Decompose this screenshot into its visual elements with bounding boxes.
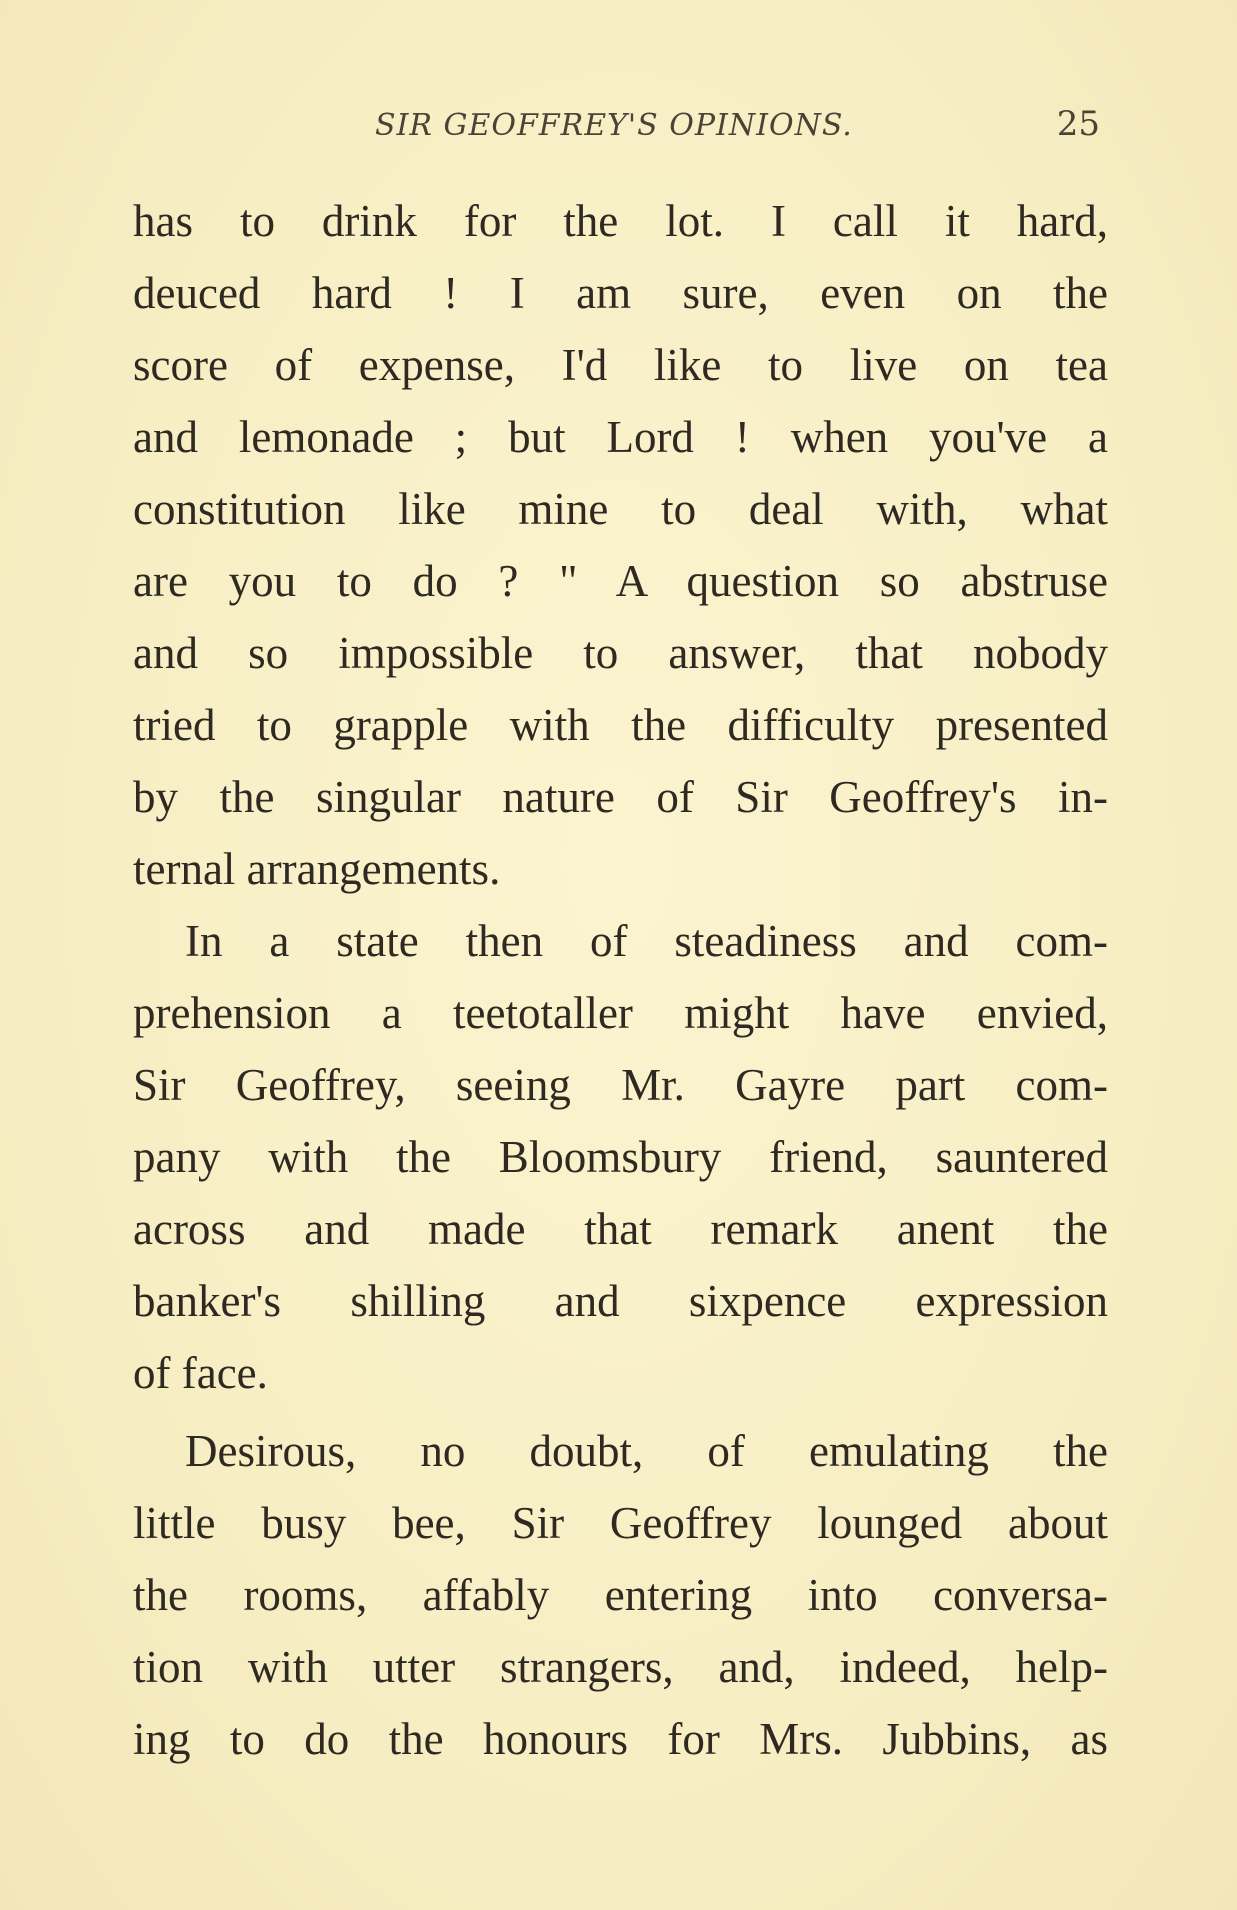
text-line: tried to grapple with the difficulty presented [133, 700, 1108, 750]
body-text [133, 185, 1108, 1775]
paragraph-3 [133, 1415, 1108, 1775]
paragraph-1 [133, 185, 1108, 905]
text-line: of face. [133, 1348, 268, 1398]
text-line: are you to do ? " A question so abstruse [133, 556, 1108, 606]
text-line: by the singular nature of Sir Geoffrey's in- [133, 772, 1108, 822]
text-line: In a state then of steadiness and com- [185, 916, 1108, 966]
text-line: and lemonade ; but Lord ! when you've a [133, 412, 1108, 462]
text-line: little busy bee, Sir Geoffrey lounged about [133, 1498, 1108, 1548]
page-number: 25 [1056, 104, 1100, 144]
text-line: score of expense, I'd like to live on tea [133, 340, 1108, 390]
text-line: across and made that remark anent the [133, 1204, 1108, 1254]
text-line: tion with utter strangers, and, indeed, help- [133, 1642, 1108, 1692]
text-line: Desirous, no doubt, of emulating the [185, 1426, 1108, 1476]
text-line: ing to do the honours for Mrs. Jubbins, as [133, 1714, 1108, 1764]
text-line: ternal arrangements. [133, 844, 501, 894]
running-head [135, 98, 1100, 158]
running-title: SIR GEOFFREY'S OPINIONS. [375, 108, 853, 143]
text-line: has to drink for the lot. I call it hard, [133, 196, 1108, 246]
text-line: constitution like mine to deal with, what [133, 484, 1108, 534]
paragraph-2 [133, 905, 1108, 1409]
text-line: Sir Geoffrey, seeing Mr. Gayre part com- [133, 1060, 1108, 1110]
text-line: banker's shilling and sixpence expression [133, 1276, 1108, 1326]
text-line: deuced hard ! I am sure, even on the [133, 268, 1108, 318]
text-line: the rooms, affably entering into conversa- [133, 1570, 1108, 1620]
text-line: prehension a teetotaller might have envied, [133, 988, 1108, 1038]
text-line: and so impossible to answer, that nobody [133, 628, 1108, 678]
text-line: pany with the Bloomsbury friend, sauntered [133, 1132, 1108, 1182]
